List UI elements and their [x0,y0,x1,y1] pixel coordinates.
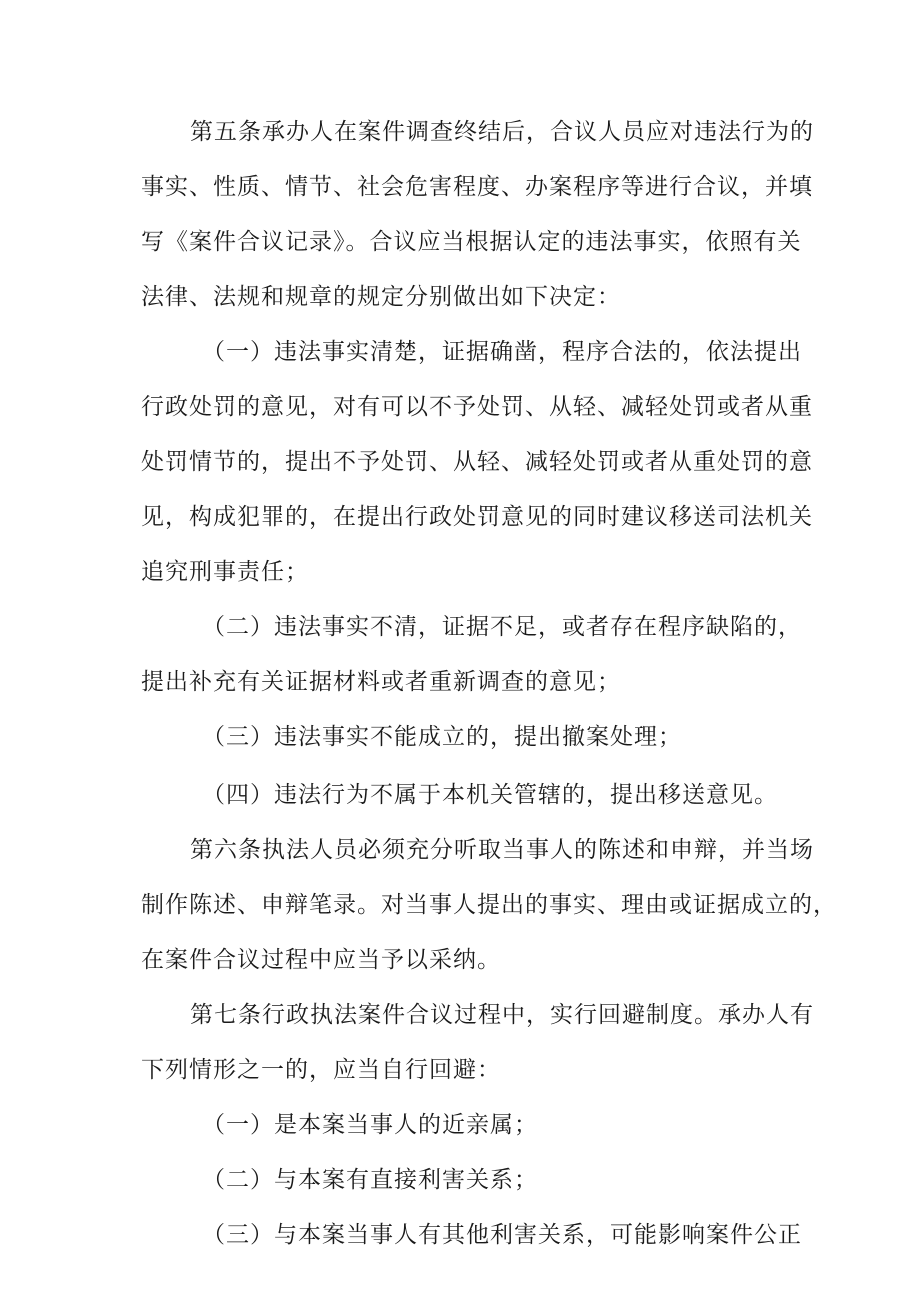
text-line: 第六条执法人员必须充分听取当事人的陈述和申辩，并当场 [190,837,814,863]
text-line: 提出补充有关证据材料或者重新调查的意见； [141,669,621,695]
text-line: （三）违法事实不能成立的，提出撤案处理； [202,724,682,750]
text-line: 法律、法规和规章的规定分别做出如下决定： [141,284,621,310]
text-line: （一）是本案当事人的近亲属； [202,1112,538,1138]
text-line: （二）违法事实不清，证据不足，或者存在程序缺陷的， [202,614,802,640]
text-line: 见，构成犯罪的，在提出行政处罚意见的同时建议移送司法机关 [141,504,813,530]
text-line: （三）与本案当事人有其他利害关系，可能影响案件公正 [202,1222,802,1248]
text-line: 写《案件合议记录》。合议应当根据认定的违法事实，依照有关 [141,229,802,255]
text-line: 制作陈述、申辩笔录。对当事人提出的事实、理由或证据成立的， [141,892,837,918]
text-line: 在案件合议过程中应当予以采纳。 [141,947,501,973]
text-line: 行政处罚的意见，对有可以不予处罚、从轻、减轻处罚或者从重 [141,394,813,420]
text-line: 事实、性质、情节、社会危害程度、办案程序等进行合议，并填 [141,174,813,200]
text-line: （四）违法行为不属于本机关管辖的，提出移送意见。 [202,782,778,808]
text-line: 处罚情节的，提出不予处罚、从轻、减轻处罚或者从重处罚的意 [141,449,813,475]
text-line: （一）违法事实清楚，证据确凿，程序合法的，依法提出 [202,339,802,365]
text-line: 追究刑事责任； [141,559,309,585]
text-line: （二）与本案有直接利害关系； [202,1167,538,1193]
text-line: 第七条行政执法案件合议过程中，实行回避制度。承办人有 [190,1002,814,1028]
text-line: 下列情形之一的，应当自行回避： [141,1057,501,1083]
text-line: 第五条承办人在案件调查终结后，合议人员应对违法行为的 [190,119,814,145]
